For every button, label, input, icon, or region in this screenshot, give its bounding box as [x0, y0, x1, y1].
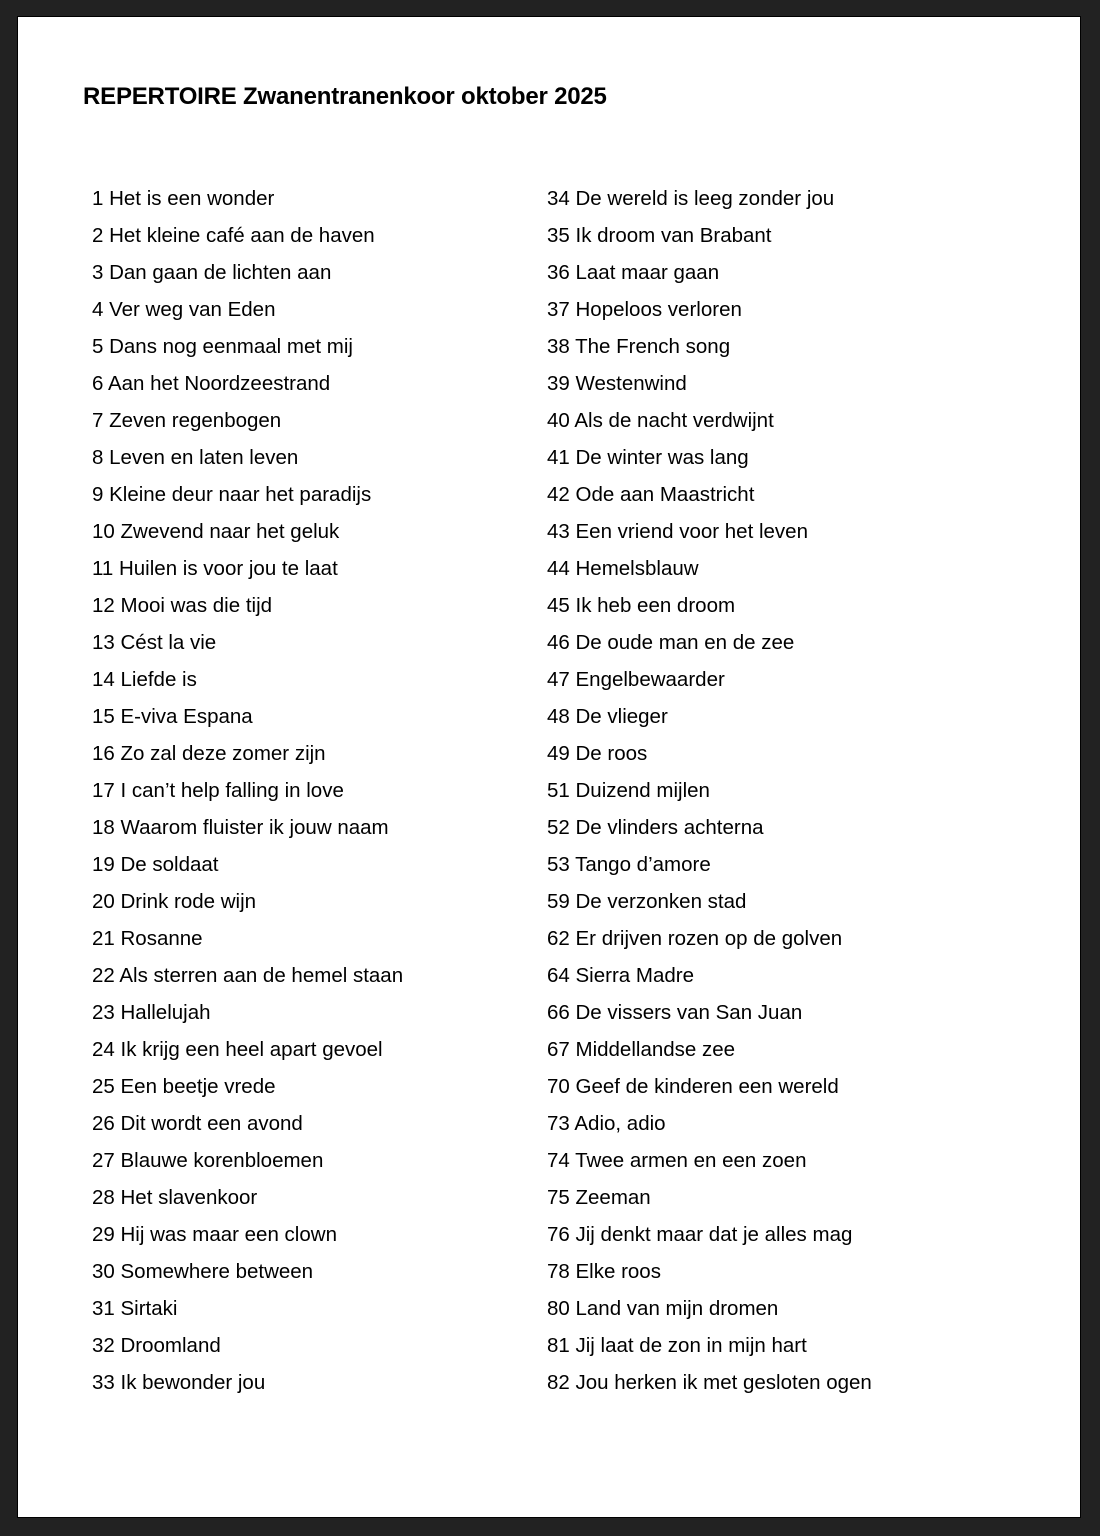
song-item: 70 Geef de kinderen een wereld — [547, 1075, 839, 1098]
song-item: 51 Duizend mijlen — [547, 779, 710, 802]
song-item: 66 De vissers van San Juan — [547, 1001, 803, 1024]
song-item: 75 Zeeman — [547, 1186, 651, 1209]
song-item: 23 Hallelujah — [92, 1001, 211, 1024]
song-item: 45 Ik heb een droom — [547, 594, 736, 617]
song-item: 14 Liefde is — [92, 668, 197, 691]
song-item: 74 Twee armen en een zoen — [547, 1149, 807, 1172]
song-item: 29 Hij was maar een clown — [92, 1223, 337, 1246]
song-item: 1 Het is een wonder — [92, 187, 275, 210]
song-item: 39 Westenwind — [547, 372, 687, 395]
song-item: 38 The French song — [547, 335, 731, 358]
song-item: 17 I can’t help falling in love — [92, 779, 344, 802]
song-item: 26 Dit wordt een avond — [92, 1112, 303, 1135]
song-item: 48 De vlieger — [547, 705, 668, 728]
song-item: 18 Waarom fluister ik jouw naam — [92, 816, 389, 839]
song-item: 73 Adio, adio — [547, 1112, 666, 1135]
song-item: 80 Land van mijn dromen — [547, 1297, 779, 1320]
song-item: 82 Jou herken ik met gesloten ogen — [547, 1371, 872, 1394]
song-item: 3 Dan gaan de lichten aan — [92, 261, 332, 284]
song-item: 78 Elke roos — [547, 1260, 661, 1283]
song-item: 15 E-viva Espana — [92, 705, 253, 728]
song-item: 2 Het kleine café aan de haven — [92, 224, 375, 247]
song-item: 20 Drink rode wijn — [92, 890, 257, 913]
song-item: 10 Zwevend naar het geluk — [92, 520, 340, 543]
song-item: 43 Een vriend voor het leven — [547, 520, 808, 543]
song-item: 11 Huilen is voor jou te laat — [92, 557, 338, 580]
page-title: REPERTOIRE Zwanentranenkoor oktober 2025 — [83, 83, 607, 110]
song-item: 31 Sirtaki — [92, 1297, 178, 1320]
song-item: 12 Mooi was die tijd — [92, 594, 273, 617]
song-item: 9 Kleine deur naar het paradijs — [92, 483, 372, 506]
song-item: 46 De oude man en de zee — [547, 631, 795, 654]
song-item: 5 Dans nog eenmaal met mij — [92, 335, 353, 358]
song-item: 16 Zo zal deze zomer zijn — [92, 742, 326, 765]
song-item: 47 Engelbewaarder — [547, 668, 725, 691]
song-item: 36 Laat maar gaan — [547, 261, 720, 284]
song-item: 4 Ver weg van Eden — [92, 298, 276, 321]
song-item: 8 Leven en laten leven — [92, 446, 299, 469]
song-item: 76 Jij denkt maar dat je alles mag — [547, 1223, 853, 1246]
song-item: 6 Aan het Noordzeestrand — [92, 372, 331, 395]
song-item: 33 Ik bewonder jou — [92, 1371, 266, 1394]
song-item: 22 Als sterren aan de hemel staan — [92, 964, 404, 987]
song-item: 25 Een beetje vrede — [92, 1075, 276, 1098]
song-item: 35 Ik droom van Brabant — [547, 224, 772, 247]
song-item: 42 Ode aan Maastricht — [547, 483, 755, 506]
song-item: 64 Sierra Madre — [547, 964, 694, 987]
song-item: 53 Tango d’amore — [547, 853, 711, 876]
song-item: 34 De wereld is leeg zonder jou — [547, 187, 835, 210]
song-item: 21 Rosanne — [92, 927, 203, 950]
song-item: 32 Droomland — [92, 1334, 221, 1357]
song-item: 67 Middellandse zee — [547, 1038, 736, 1061]
song-item: 37 Hopeloos verloren — [547, 298, 742, 321]
song-item: 13 Cést la vie — [92, 631, 217, 654]
song-item: 7 Zeven regenbogen — [92, 409, 282, 432]
song-item: 19 De soldaat — [92, 853, 219, 876]
song-item: 30 Somewhere between — [92, 1260, 314, 1283]
song-list-right — [547, 180, 872, 1401]
song-item: 81 Jij laat de zon in mijn hart — [547, 1334, 807, 1357]
song-item: 24 Ik krijg een heel apart gevoel — [92, 1038, 383, 1061]
song-item: 59 De verzonken stad — [547, 890, 747, 913]
song-item: 44 Hemelsblauw — [547, 557, 699, 580]
song-item: 41 De winter was lang — [547, 446, 749, 469]
song-item: 27 Blauwe korenbloemen — [92, 1149, 324, 1172]
song-item: 40 Als de nacht verdwijnt — [547, 409, 774, 432]
song-list-left — [92, 180, 403, 1401]
document-page — [17, 16, 1081, 1518]
song-item: 49 De roos — [547, 742, 648, 765]
song-item: 28 Het slavenkoor — [92, 1186, 258, 1209]
song-item: 52 De vlinders achterna — [547, 816, 764, 839]
song-item: 62 Er drijven rozen op de golven — [547, 927, 843, 950]
